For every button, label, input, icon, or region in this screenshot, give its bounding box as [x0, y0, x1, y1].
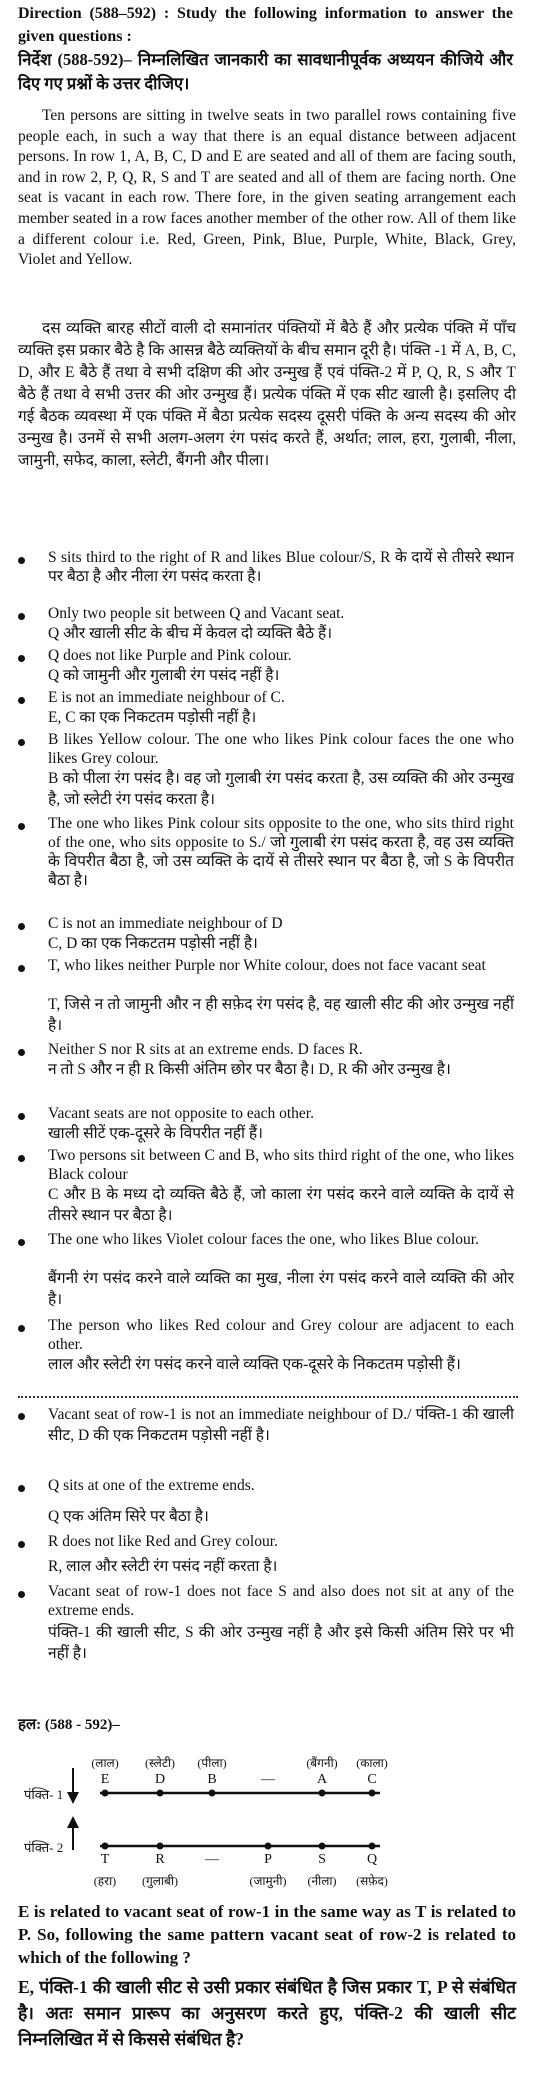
bullet-dot [18, 923, 25, 930]
row1-seat-dot [102, 1790, 109, 1797]
bullet-dot [18, 613, 25, 620]
row2-seat-colour: (हरा) [93, 1874, 117, 1888]
row2-seat-name: — [205, 1852, 219, 1867]
bullet-dot [18, 1413, 25, 1420]
row2-seat-name: P [264, 1852, 272, 1867]
clue-12-hi: बैंगनी रंग पसंद करने वाले व्यक्ति का मुख, नीला रंग पसंद करने वाले व्यक्ति की ओर है। [48, 1270, 514, 1308]
clue-16-hi: R, लाल और स्लेटी रंग पसंद नहीं करता है। [48, 1558, 278, 1575]
row1-seat-name: D [154, 1772, 166, 1787]
row1-label: पंक्ति- 1 [24, 1787, 64, 1802]
bullet-dot [18, 557, 25, 564]
clue-17-hi: पंक्ति-1 की खाली सीट, S की ओर उन्मुख नहीं है और इसे किसी अंतिम सिरे पर भी नहीं है। [48, 1624, 514, 1662]
row1-seat-colour: (स्लेटी) [145, 1756, 175, 1770]
clue-15-en: Q sits at one of the extreme ends. [48, 1477, 255, 1494]
seating-diagram [0, 1730, 535, 1850]
clue-16-en: R does not like Red and Grey colour. [48, 1533, 278, 1550]
clue-5-hi: B को पीला रंग पसंद है। वह जो गुलाबी रंग पसंद करता है, उस व्यक्ति की ओर उन्मुख है, जो स्लेटी रंग पसंद करता है। [48, 770, 514, 808]
bullet-dot [18, 823, 25, 830]
row2-seat-colour: (जामुनी) [249, 1874, 287, 1888]
direction-hi: निर्देश (588-592)– निम्नलिखित जानकारी का सावधानीपूर्वक अध्ययन कीजिये और दिए गए प्रश्नों के उत्तर दीजिए। [18, 50, 513, 93]
bullet-dot [18, 1591, 25, 1598]
row2-seat-colour: (सफ़ेद) [356, 1874, 388, 1888]
bullet-dot [18, 655, 25, 662]
bullet-dot [18, 1541, 25, 1548]
row2-seat-name: R [155, 1852, 165, 1867]
clue-4-en: E is not an immediate neighbour of C. [48, 689, 285, 706]
clue-10-en: Vacant seats are not opposite to each other. [48, 1105, 314, 1122]
bullet-dot [18, 1325, 25, 1332]
row1-seat-dot [319, 1790, 326, 1797]
clue-3-hi: Q को जामुनी और गुलाबी रंग पसंद नहीं है। [48, 667, 280, 684]
row1-arrow-down-icon [67, 1792, 79, 1804]
clue-3-en: Q does not like Purple and Pink colour. [48, 647, 292, 664]
clue-14-text: Vacant seat of row-1 is not an immediate neighbour of D./ पंक्ति-1 की खाली सीट, D की एक निकटतम पड़ोसी नहीं है। [48, 1406, 514, 1444]
clue-7-en: C is not an immediate neighbour of D [48, 915, 283, 932]
row1-seat-name: — [261, 1772, 275, 1787]
row2-seat-dot [319, 1843, 326, 1850]
clue-2-hi: Q और खाली सीट के बीच में केवल दो व्यक्ति बैठे हैं। [48, 625, 333, 642]
bullet-dot [18, 739, 25, 746]
bullet-dot [18, 965, 25, 972]
section-divider [18, 1396, 518, 1398]
clue-8-en: T, who likes neither Purple nor White colour, does not face vacant seat [48, 957, 486, 974]
row1-seat-name: A [316, 1772, 328, 1787]
row1-seat-colour: (लाल) [91, 1756, 119, 1770]
row2-seat-name: T [100, 1852, 110, 1867]
row1-seat-dot [209, 1790, 216, 1797]
row1-seat-colour: (बैंगनी) [306, 1756, 338, 1770]
clue-15-hi: Q एक अंतिम सिरे पर बैठा है। [48, 1508, 209, 1525]
clue-17-en: Vacant seat of row-1 does not face S and also does not sit at any of the extreme ends. [48, 1583, 514, 1619]
row1-seat-colour: (काला) [356, 1756, 388, 1770]
bullet-dot [18, 1155, 25, 1162]
clue-13-en: The person who likes Red colour and Grey colour are adjacent to each other. [48, 1317, 514, 1353]
clue-10-hi: खाली सीटें एक-दूसरे के विपरीत नहीं हैं। [48, 1125, 263, 1142]
direction-en: Direction (588–592) : Study the following information to answer the given questions : [18, 5, 513, 45]
bullet-dot [18, 1239, 25, 1246]
clue-1-text: S sits third to the right of R and likes Blue colour/S, R के दायें से तीसरे स्थान पर बैठा है और नीला रंग पसंद करता है। [48, 549, 514, 585]
clue-5-en: B likes Yellow colour. The one who likes Pink colour faces the one who likes Grey colour. [48, 731, 514, 767]
bullet-dot [18, 697, 25, 704]
clue-6-text: The one who likes Pink colour sits opposite to the one, who sits third right of the one, who sits opposite to S./ जो गुलाबी रंग पसंद करता है, वह उस व्यक्ति के विपरीत बैठा है, जो उस व्यक्ति के दायें से तीसरे स्थान पर बैठा है, जो S के विपरीत बैठा है। [48, 815, 514, 889]
clue-11-en: Two persons sit between C and B, who sits third right of the one, who likes Black colour [48, 1147, 515, 1183]
clue-4-hi: E, C का एक निकटतम पड़ोसी नहीं है। [48, 709, 257, 726]
clue-13-hi: लाल और स्लेटी रंग पसंद करने वाले व्यक्ति एक-दूसरे के निकटतम पड़ोसी हैं। [48, 1356, 461, 1373]
bullet-dot [18, 1485, 25, 1492]
bullet-dot [18, 1049, 25, 1056]
passage-hi: दस व्यक्ति बारह सीटों वाली दो समानांतर पंक्तियों में बैठे हैं और प्रत्येक पंक्ति में पाँच व्यक्ति इस प्रकार बैठे है कि आसन्न बैठे व्यक्तियों के बीच समान दूरी है। पंक्ति -1 में A, B, C, D, और E बैठे हैं तथा वे सभी दक्षिण की ओर उन्मुख हैं एवं पंक्ति-2 में P, Q, R, S और T बैठे हैं तथा वे सभी उत्तर की ओर उन्मुख हैं। प्रत्येक पंक्ति में एक सीट खाली है। इसलिए दी गई बैठक व्यवस्था में एक पंक्ति में बैठा प्रत्येक सदस्य दूसरी पंक्ति के अन्य सदस्य की ओर उन्मुख है। उनमें से सभी अलग-अलग रंग पसंद करते हैं, अर्थात; लाल, हरा, गुलाबी, नीला, जामुनी, सफेद, काला, स्लेटी, बैंगनी और पीला। [18, 320, 516, 469]
row1-seat-name: C [367, 1772, 377, 1787]
row1-seat-name: B [207, 1772, 217, 1787]
clue-9-en: Neither S nor R sits at an extreme ends. D faces R. [48, 1041, 363, 1058]
row2-seat-dot [369, 1843, 376, 1850]
row2-seat-dot [102, 1843, 109, 1850]
question-hi: E, पंक्ति-1 की खाली सीट से उसी प्रकार संबंधित है जिस प्रकार T, P से संबंधित है। अतः समान प्रारूप का अनुसरण करते हुए, पंक्ति-2 की खाली सीट निम्नलिखित में से किससे संबंधित है? [18, 1977, 516, 2049]
solution-title: हल: (588 - 592)– [18, 1717, 120, 1733]
row2-seat-colour: (नीला) [307, 1874, 337, 1888]
row1-seat-colour: (पीला) [197, 1756, 227, 1770]
row2-arrow-up-icon [67, 1816, 79, 1828]
question-en: E is related to vacant seat of row-1 in the same way as T is related to P. So, following the same pattern vacant seat of row-2 is related to which of the following ? [18, 1902, 516, 1967]
row1-seat-name: E [100, 1772, 110, 1787]
clue-7-hi: C, D का एक निकटतम पड़ोसी नहीं है। [48, 935, 258, 952]
row2-seat-name: S [318, 1852, 326, 1867]
clue-8-hi: T, जिसे न तो जामुनी और न ही सफ़ेद रंग पसंद है, वह खाली सीट की ओर उन्मुख नहीं है। [48, 996, 514, 1034]
row1-seat-dot [157, 1790, 164, 1797]
row2-seat-dot [157, 1843, 164, 1850]
clue-11-hi: C और B के मध्य दो व्यक्ति बैठे हैं, जो काला रंग पसंद करने वाले व्यक्ति के दायें से तीसरे स्थान पर बैठा है। [48, 1186, 514, 1224]
clue-9-hi: न तो S और न ही R किसी अंतिम छोर पर बैठा है। D, R की ओर उन्मुख है। [48, 1061, 451, 1078]
row2-seat-colour: (गुलाबी) [142, 1874, 178, 1888]
passage-en: Ten persons are sitting in twelve seats in two parallel rows containing five people each, in such a way that there is an equal distance between adjacent persons. In row 1, A, B, C, D and E are seated and all of them are facing south, and in row 2, P, Q, R, S and T are seated and all of them are facing north. One seat is vacant in each row. There fore, in the given seating arrangement each member seated in a row faces another member of the other row. All of them like a different colour i.e. Red, Green, Pink, Blue, Purple, White, Black, Grey, Violet and Yellow. [18, 107, 516, 269]
bullet-dot [18, 1113, 25, 1120]
row2-seat-dot [265, 1843, 272, 1850]
clue-12-en: The one who likes Violet colour faces the one, who likes Blue colour. [48, 1231, 479, 1248]
row2-seat-name: Q [366, 1852, 378, 1867]
clue-2-en: Only two people sit between Q and Vacant seat. [48, 605, 345, 622]
row1-seat-dot [369, 1790, 376, 1797]
row2-label: पंक्ति- 2 [24, 1840, 64, 1855]
